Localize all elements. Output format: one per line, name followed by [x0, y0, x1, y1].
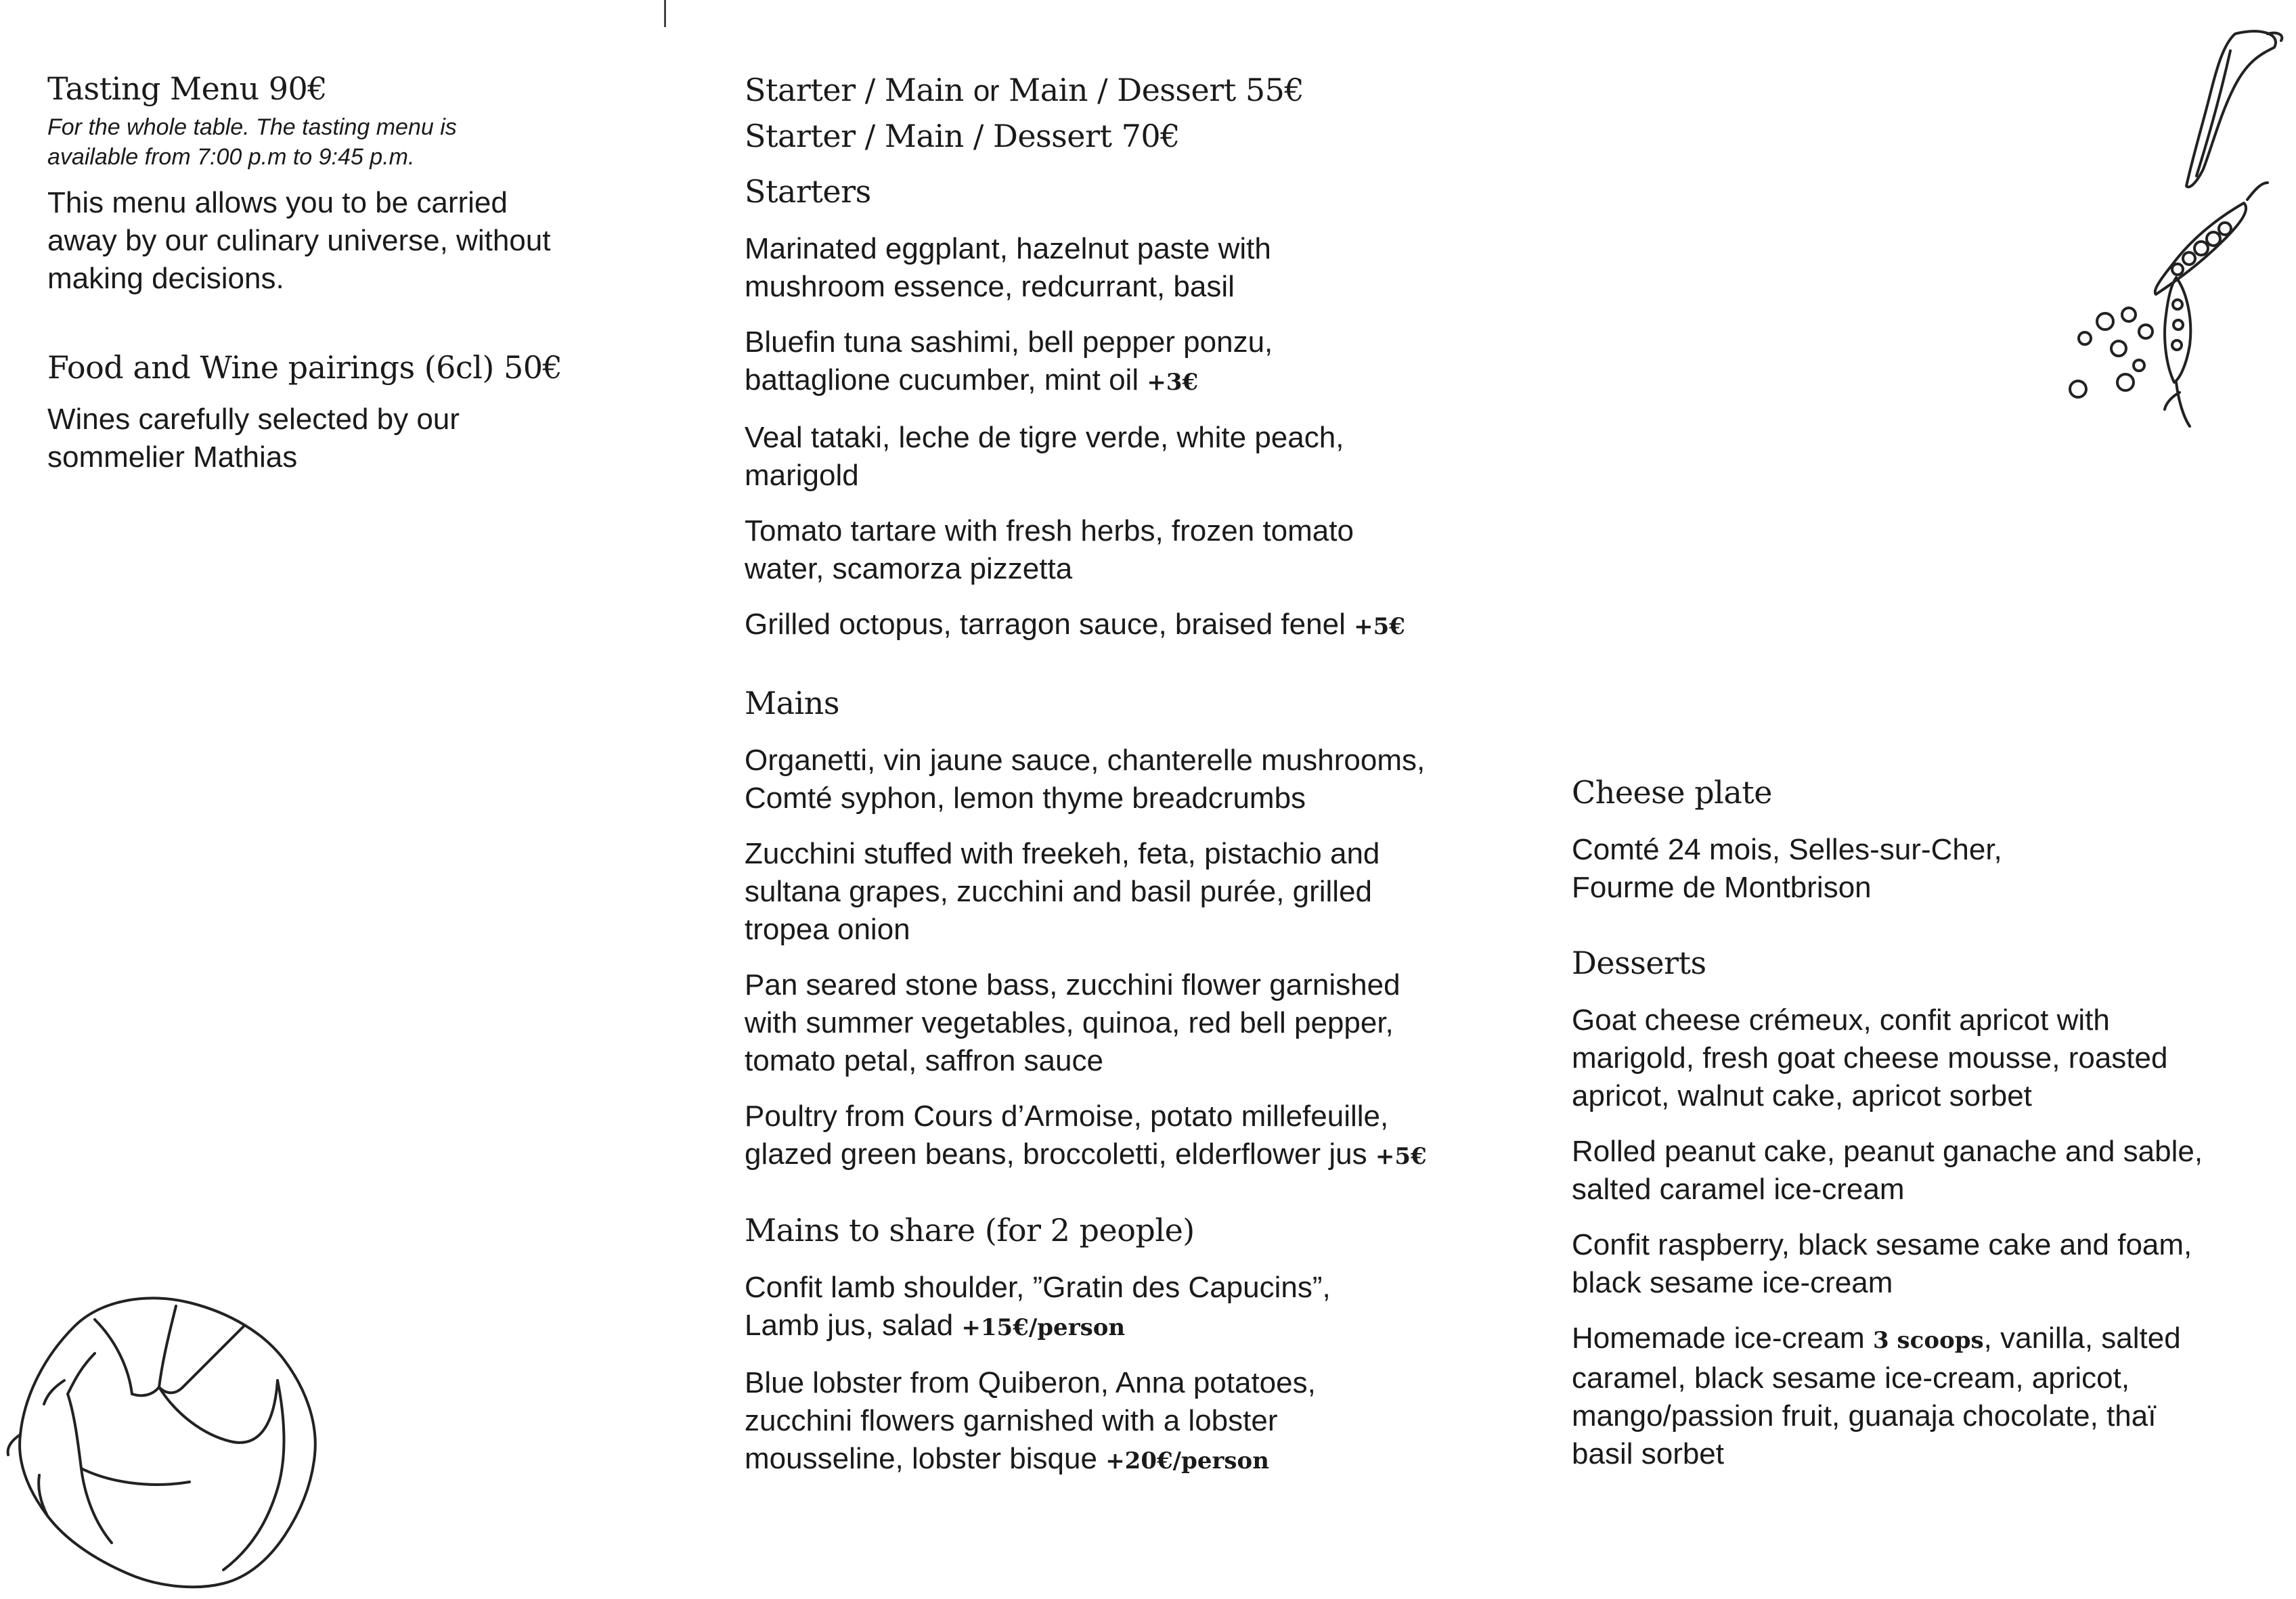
mains-list [745, 742, 1489, 1175]
scoops-label: 3 scoops [1873, 1327, 1984, 1354]
middle-column [745, 68, 1489, 1480]
dish-item: Pan seared stone bass, zucchini flower garnished with summer vegetables, quinoa, red bell pepper, tomato petal, saffron sauce [745, 968, 1400, 1077]
pairings-description: Wines carefully selected by our sommelier Mathias [47, 403, 460, 474]
dish-item: Homemade ice-cream 3 scoops, vanilla, salted caramel, black sesame ice-cream, apricot, mango/passion fruit, guanaja chocolate, thaï basil sorbet [1572, 1322, 2181, 1470]
bell-pepper-illustration [0, 1279, 338, 1597]
desserts-list [1572, 1001, 2249, 1473]
supplement-price: +3€ [1147, 369, 1199, 396]
dish-item: Zucchini stuffed with freekeh, feta, pistachio and sultana grapes, zucchini and basil purée, grilled tropea onion [745, 837, 1380, 946]
supplement-price: +5€ [1375, 1143, 1427, 1170]
dish-item: Marinated eggplant, hazelnut paste with mushroom essence, redcurrant, basil [745, 232, 1271, 303]
tasting-section [47, 68, 616, 298]
cheese-title: Cheese plate [1572, 774, 1773, 811]
dish-item: Blue lobster from Quiberon, Anna potatoes, zucchini flowers garnished with a lobster mousseline, lobster bisque +20€/person [745, 1366, 1316, 1475]
supplement-price: +15€/person [961, 1314, 1126, 1341]
cheese-description: Comté 24 mois, Selles-sur-Cher, Fourme de Montbrison [1572, 833, 2002, 904]
pairings-title: Food and Wine pairings (6cl) 50€ [47, 349, 562, 386]
starters-list [745, 230, 1489, 646]
formula-line-2: Starter / Main / Dessert 70€ [745, 118, 1180, 154]
dish-item: Tomato tartare with fresh herbs, frozen tomato water, scamorza pizzetta [745, 514, 1354, 585]
dish-item: Bluefin tuna sashimi, bell pepper ponzu, battaglione cucumber, mint oil +3€ [745, 325, 1273, 397]
formula-prices [745, 68, 1489, 158]
supplement-price: +5€ [1354, 613, 1405, 640]
dish-item: Veal tataki, leche de tigre verde, white peach, marigold [745, 421, 1344, 492]
share-title: Mains to share (for 2 people) [745, 1212, 1195, 1248]
dish-item: Poultry from Cours d’Armoise, potato millefeuille, glazed green beans, broccoletti, elderflower jus +5€ [745, 1100, 1427, 1171]
starters-title: Starters [745, 173, 871, 210]
desserts-title: Desserts [1572, 945, 1706, 981]
right-column [1572, 771, 2249, 1473]
share-list [745, 1269, 1489, 1480]
dish-item: Confit raspberry, black sesame cake and foam, black sesame ice-cream [1572, 1228, 2192, 1299]
pairings-section [47, 346, 616, 476]
dish-item: Rolled peanut cake, peanut ganache and sable, salted caramel ice-cream [1572, 1135, 2203, 1206]
dish-item: Organetti, vin jaune sauce, chanterelle mushrooms, Comté syphon, lemon thyme breadcrumbs [745, 744, 1426, 815]
tasting-note: For the whole table. The tasting menu is available from 7:00 p.m to 9:45 p.m. [47, 114, 457, 170]
dish-item: Confit lamb shoulder, ”Gratin des Capucins”, Lamb jus, salad +15€/person [745, 1271, 1331, 1342]
dish-item: Goat cheese crémeux, confit apricot with marigold, fresh goat cheese mousse, roasted apricot, walnut cake, apricot sorbet [1572, 1004, 2168, 1112]
fold-mark [664, 0, 666, 27]
formula-line-1: Starter / Main or Main / Dessert 55€ [745, 72, 1304, 108]
left-column [47, 68, 616, 476]
supplement-price: +20€/person [1105, 1447, 1269, 1474]
tasting-menu-title: Tasting Menu 90€ [47, 70, 328, 107]
pea-pods-illustration [2058, 14, 2288, 433]
dish-item: Grilled octopus, tarragon sauce, braised fenel +5€ [745, 608, 1405, 641]
tasting-description: This menu allows you to be carried away by our culinary universe, without making decisions. [47, 186, 551, 295]
mains-title: Mains [745, 685, 839, 721]
